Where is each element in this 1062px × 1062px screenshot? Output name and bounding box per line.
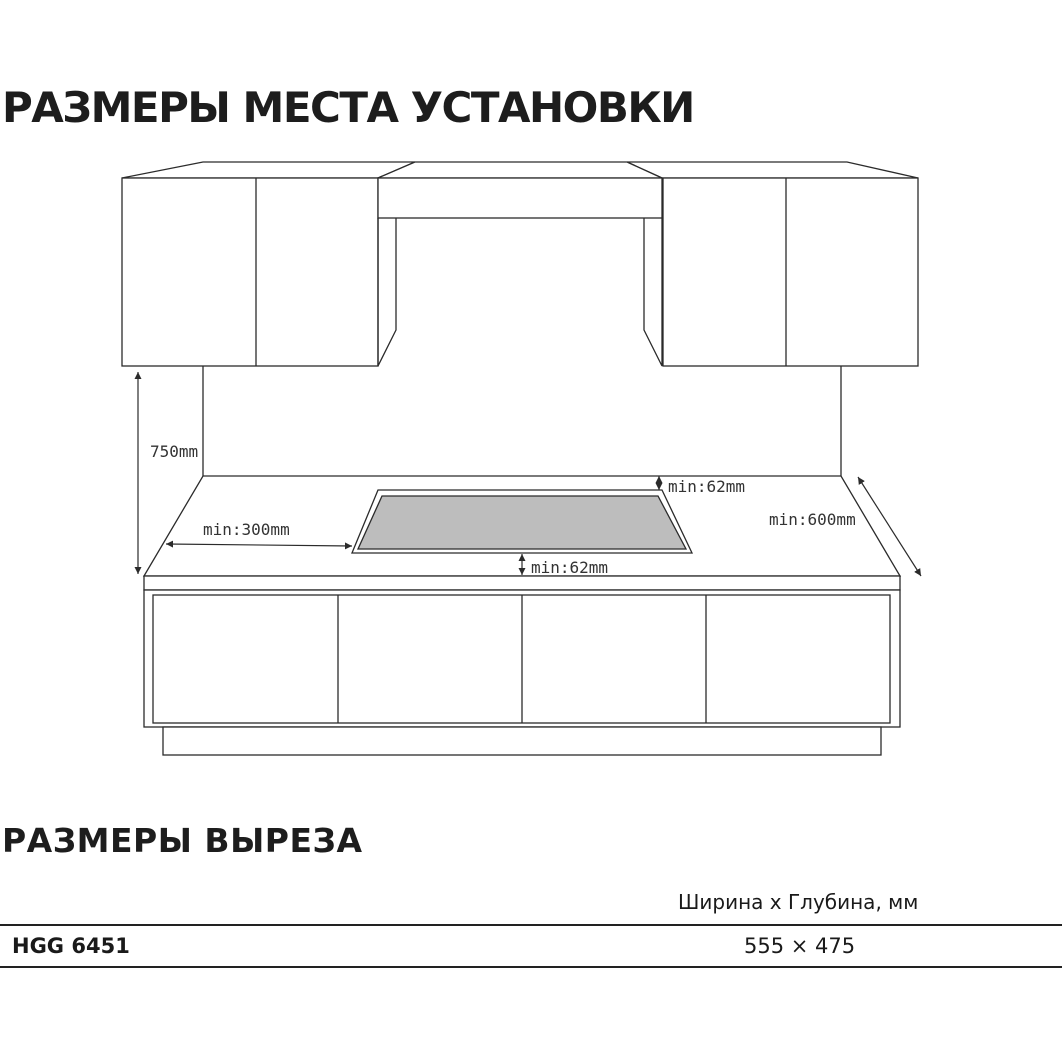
back-clearance-label: min:62mm <box>668 477 746 496</box>
depth-label: min:600mm <box>769 510 856 529</box>
cutout-size: 555 × 475 <box>744 934 856 958</box>
side-clearance-label: min:300mm <box>203 520 290 539</box>
table-top-rule <box>0 924 1062 926</box>
gas-hob <box>352 490 692 553</box>
base-cabinets <box>144 590 900 755</box>
installation-title: РАЗМЕРЫ МЕСТА УСТАНОВКИ <box>2 83 694 132</box>
range-hood <box>378 162 662 366</box>
front-clearance-label: min:62mm <box>531 558 609 577</box>
cutout-column-header: Ширина x Глубина, мм <box>678 890 919 914</box>
cutout-title: РАЗМЕРЫ ВЫРЕЗА <box>2 821 363 860</box>
model-name: HGG 6451 <box>12 934 130 958</box>
height-label: 750mm <box>150 442 199 461</box>
table-bottom-rule <box>0 966 1062 968</box>
